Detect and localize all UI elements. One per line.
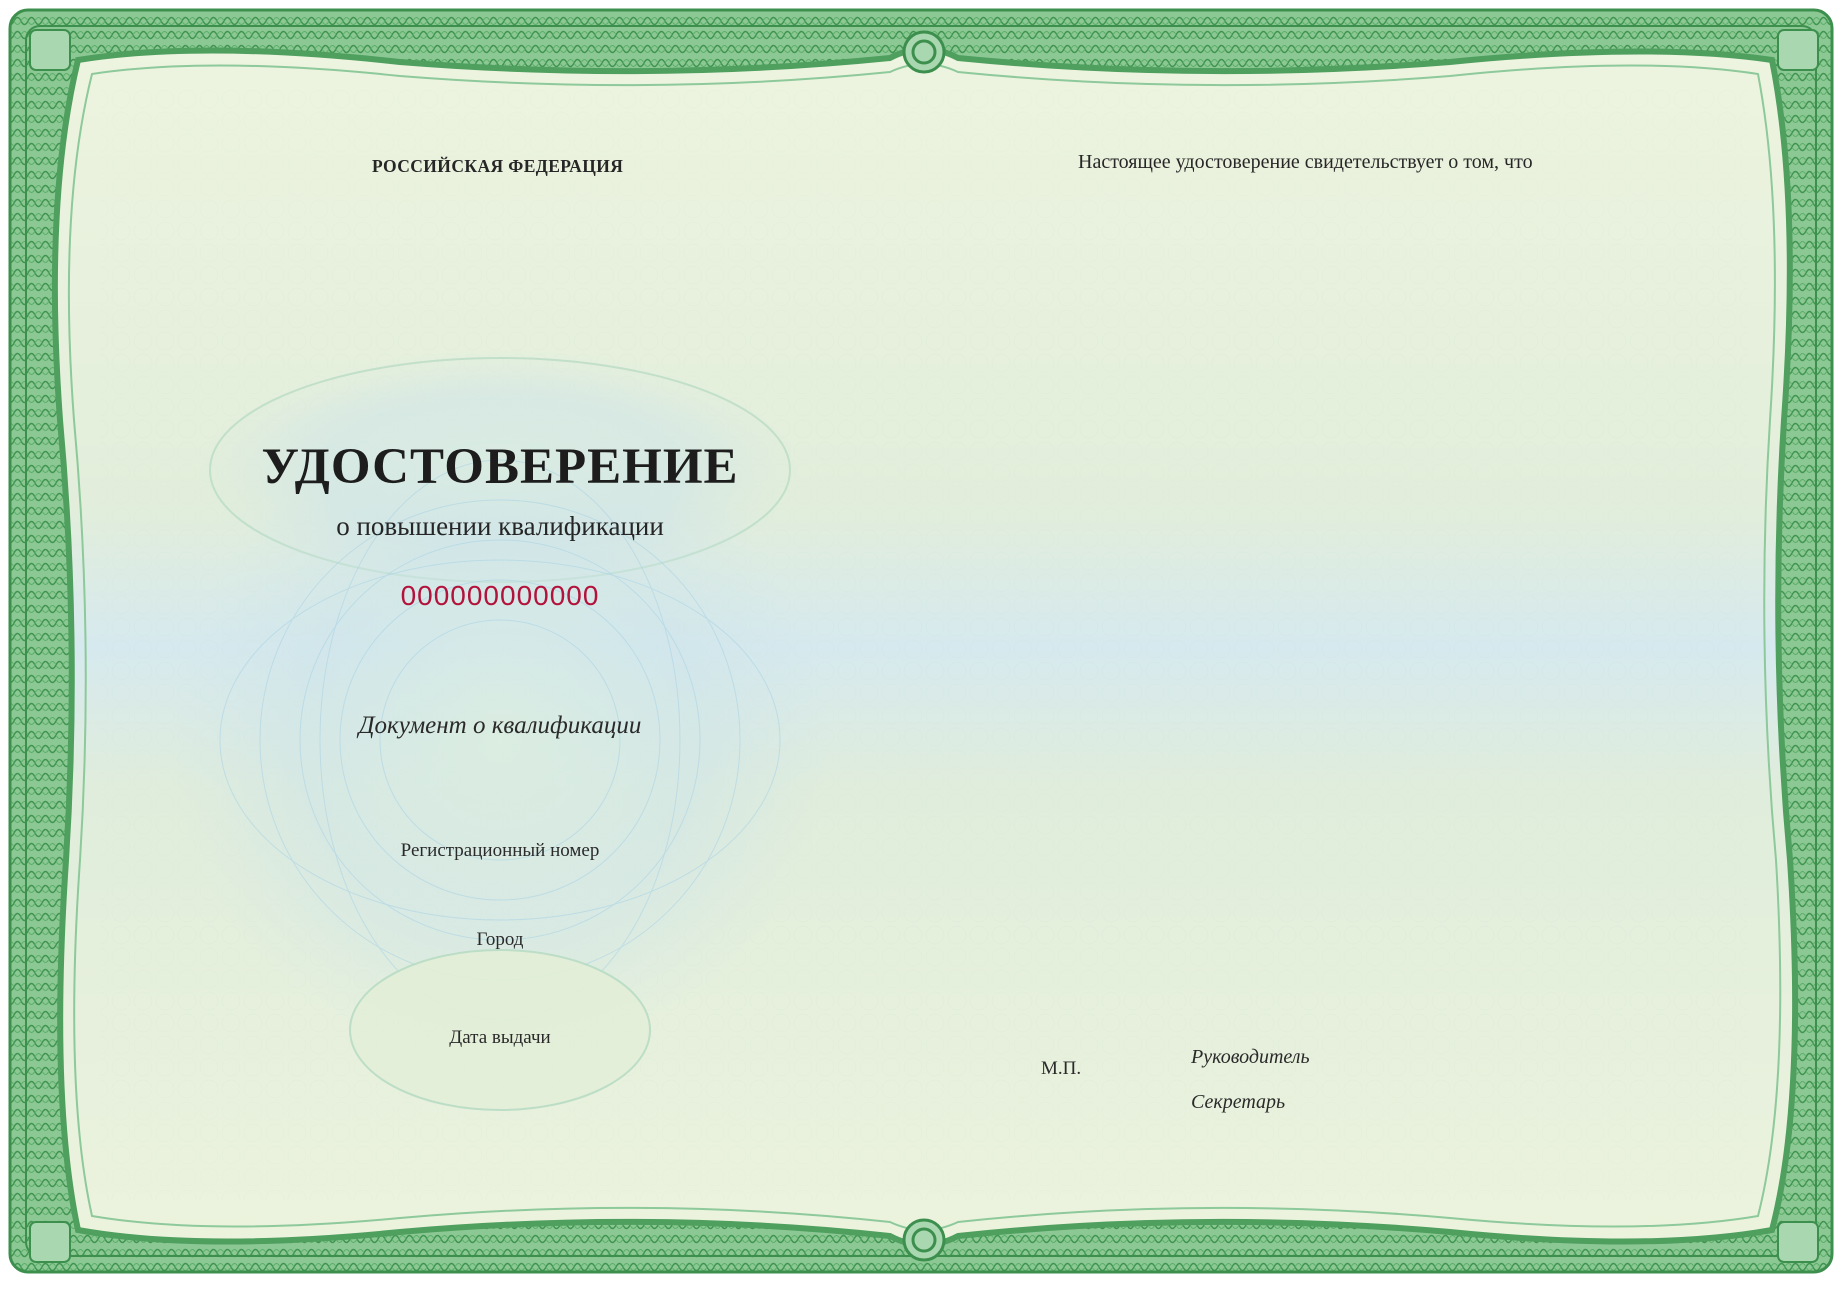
secretary-signature-label: Секретарь bbox=[1191, 1091, 1286, 1113]
document-type-label: Документ о квалификации bbox=[358, 712, 642, 739]
certificate-intro-text: Настоящее удостоверение свидетельствует о том, что bbox=[1078, 151, 1533, 173]
country-name: РОССИЙСКАЯ ФЕДЕРАЦИЯ bbox=[372, 156, 624, 176]
registration-number-label: Регистрационный номер bbox=[400, 840, 600, 861]
certificate-number: 000000000000 bbox=[400, 580, 600, 611]
head-signature-label: Руководитель bbox=[1191, 1046, 1310, 1068]
issue-date-label: Дата выдачи bbox=[449, 1027, 551, 1048]
city-label: Город bbox=[476, 929, 524, 950]
certificate-subtitle: о повышении квалификации bbox=[336, 511, 664, 541]
certificate-title: УДОСТОВЕРЕНИЕ bbox=[261, 439, 739, 495]
stamp-place-label: М.П. bbox=[1041, 1058, 1082, 1079]
